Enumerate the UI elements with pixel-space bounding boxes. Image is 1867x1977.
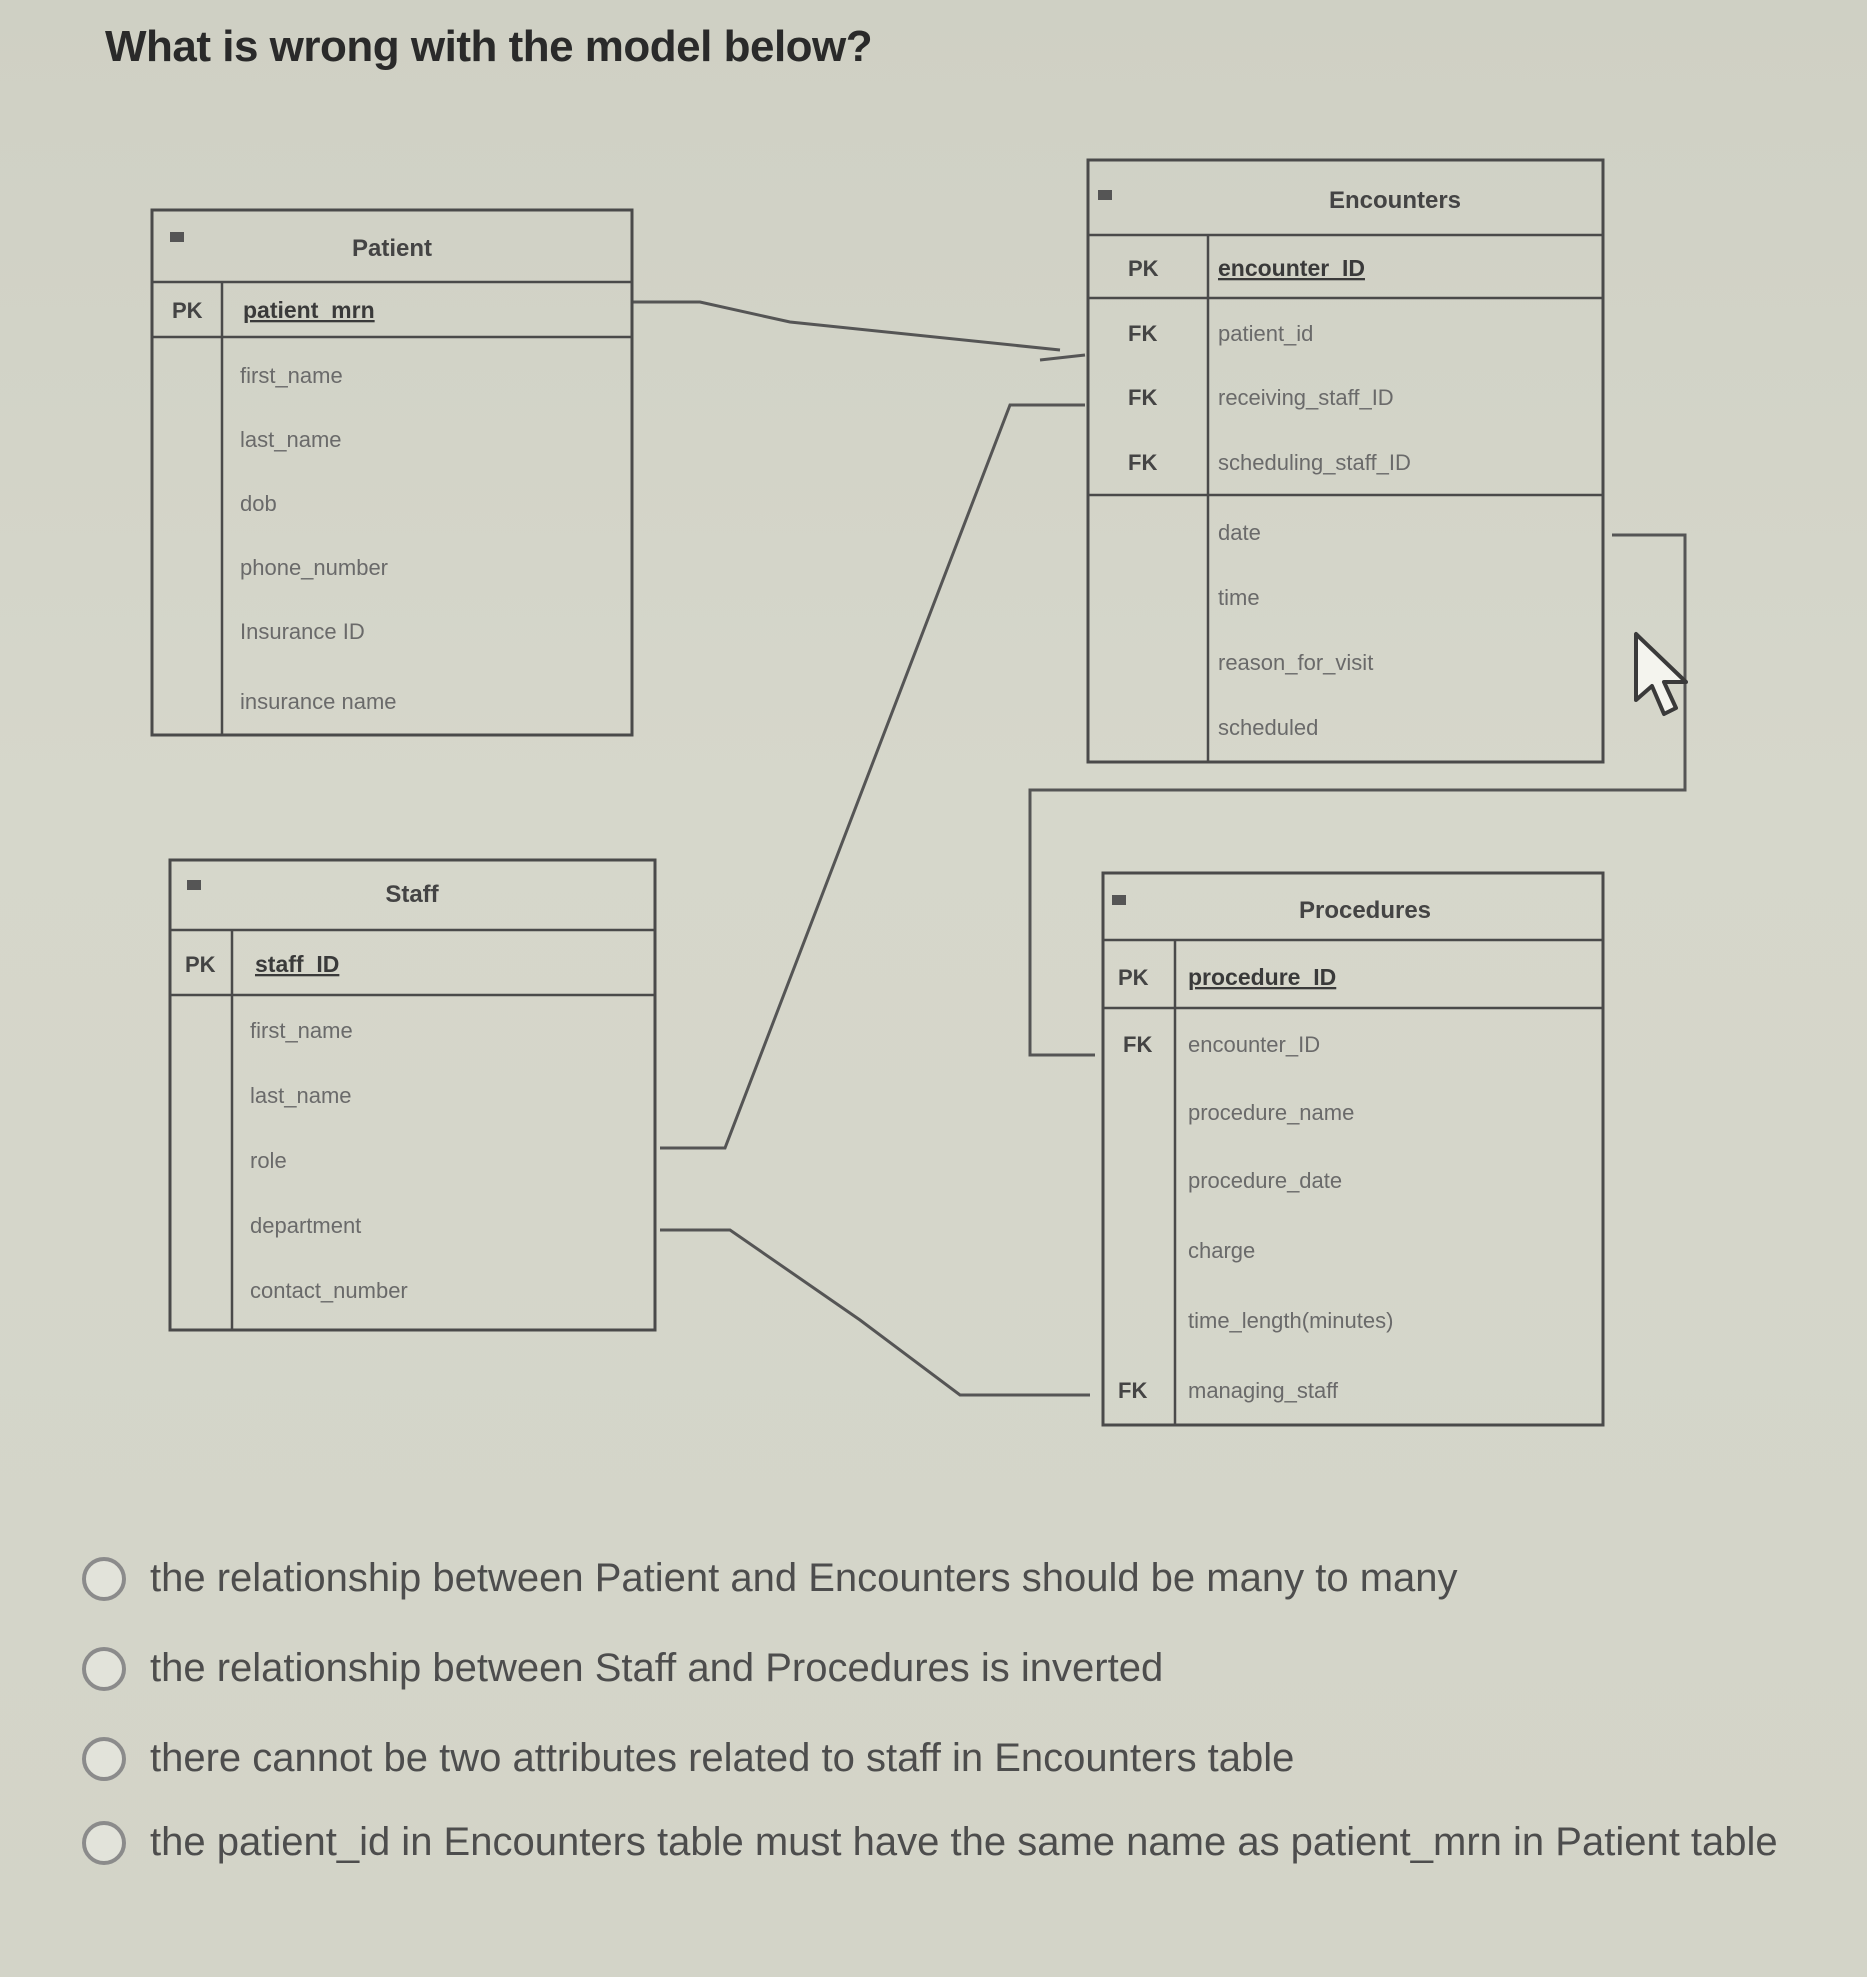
encounters-key-label: FK <box>1128 321 1158 346</box>
staff-pk-name: staff_ID <box>255 951 340 977</box>
encounters-key-name: receiving_staff_ID <box>1218 385 1394 410</box>
staff-pk-label: PK <box>185 952 216 977</box>
radio-button[interactable] <box>82 1821 126 1865</box>
answer-options <box>82 1555 1802 1865</box>
staff-attr: contact_number <box>250 1278 408 1303</box>
encounters-attr: time <box>1218 585 1260 610</box>
table-encounters[interactable] <box>1088 160 1603 762</box>
patient-attr: Insurance ID <box>240 619 365 644</box>
patient-pk-name: patient_mrn <box>243 297 375 323</box>
encounters-key-name: scheduling_staff_ID <box>1218 450 1411 475</box>
patient-title: Patient <box>351 235 433 262</box>
table-procedures[interactable] <box>1103 873 1603 1425</box>
patient-attr: dob <box>240 491 277 516</box>
procedures-attr: time_length(minutes) <box>1188 1308 1394 1333</box>
rel-staff-encounters-scheduling <box>660 1230 1090 1395</box>
staff-attr: role <box>250 1148 287 1173</box>
procedures-key-label: FK <box>1123 1032 1153 1057</box>
procedures-attr: procedure_name <box>1188 1100 1355 1125</box>
encounters-key-label: FK <box>1128 450 1158 475</box>
patient-attr: insurance name <box>240 689 397 714</box>
table-staff[interactable] <box>170 860 655 1330</box>
staff-attr: first_name <box>250 1018 353 1043</box>
patient-attr: first_name <box>240 363 343 388</box>
procedures-title: Procedures <box>1298 897 1432 924</box>
answer-option[interactable] <box>82 1555 1802 1601</box>
radio-button[interactable] <box>82 1647 126 1691</box>
answer-option-label: the patient_id in Encounters table must have the same name as patient_mrn in Patient table <box>150 1820 1778 1864</box>
rel-staff-encounters-receiving <box>660 405 1085 1148</box>
answer-option[interactable] <box>82 1645 1802 1691</box>
procedures-attr: procedure_date <box>1188 1168 1343 1193</box>
rel-staff-procedures <box>1040 355 1085 360</box>
radio-button[interactable] <box>82 1737 126 1781</box>
staff-title: Staff <box>385 881 439 908</box>
answer-option-label: the relationship between Staff and Procedures is inverted <box>150 1646 1164 1690</box>
encounters-title: Encounters <box>1328 187 1462 214</box>
patient-attr: phone_number <box>240 555 389 580</box>
staff-attr: department <box>250 1213 362 1238</box>
procedures-key-label: PK <box>1118 965 1149 990</box>
answer-option[interactable] <box>82 1819 1802 1865</box>
encounters-key-label: FK <box>1128 385 1158 410</box>
mouse-pointer-icon <box>1630 630 1710 720</box>
encounters-attr: scheduled <box>1218 715 1319 740</box>
answer-option-label: the relationship between Patient and Encounters should be many to many <box>150 1556 1458 1600</box>
encounters-attr: date <box>1218 520 1261 545</box>
radio-button[interactable] <box>82 1557 126 1601</box>
procedures-key-name: managing_staff <box>1188 1378 1339 1403</box>
answer-option[interactable] <box>82 1735 1802 1781</box>
patient-attr: last_name <box>240 427 342 452</box>
procedures-key-name: procedure_ID <box>1188 964 1337 990</box>
staff-attr: last_name <box>250 1083 352 1108</box>
procedures-attr: charge <box>1188 1238 1256 1263</box>
encounters-key-name: patient_id <box>1218 321 1314 346</box>
encounters-attr: reason_for_visit <box>1218 650 1374 675</box>
procedures-key-label: FK <box>1118 1378 1148 1403</box>
rel-patient-encounters <box>632 302 1060 350</box>
patient-pk-label: PK <box>172 298 203 323</box>
question-text: What is wrong with the model below? <box>105 22 873 71</box>
table-patient[interactable] <box>152 210 632 735</box>
encounters-key-name: encounter_ID <box>1218 255 1365 281</box>
answer-option-label: there cannot be two attributes related to staff in Encounters table <box>150 1736 1295 1780</box>
procedures-key-name: encounter_ID <box>1188 1032 1321 1057</box>
encounters-key-label: PK <box>1128 256 1159 281</box>
